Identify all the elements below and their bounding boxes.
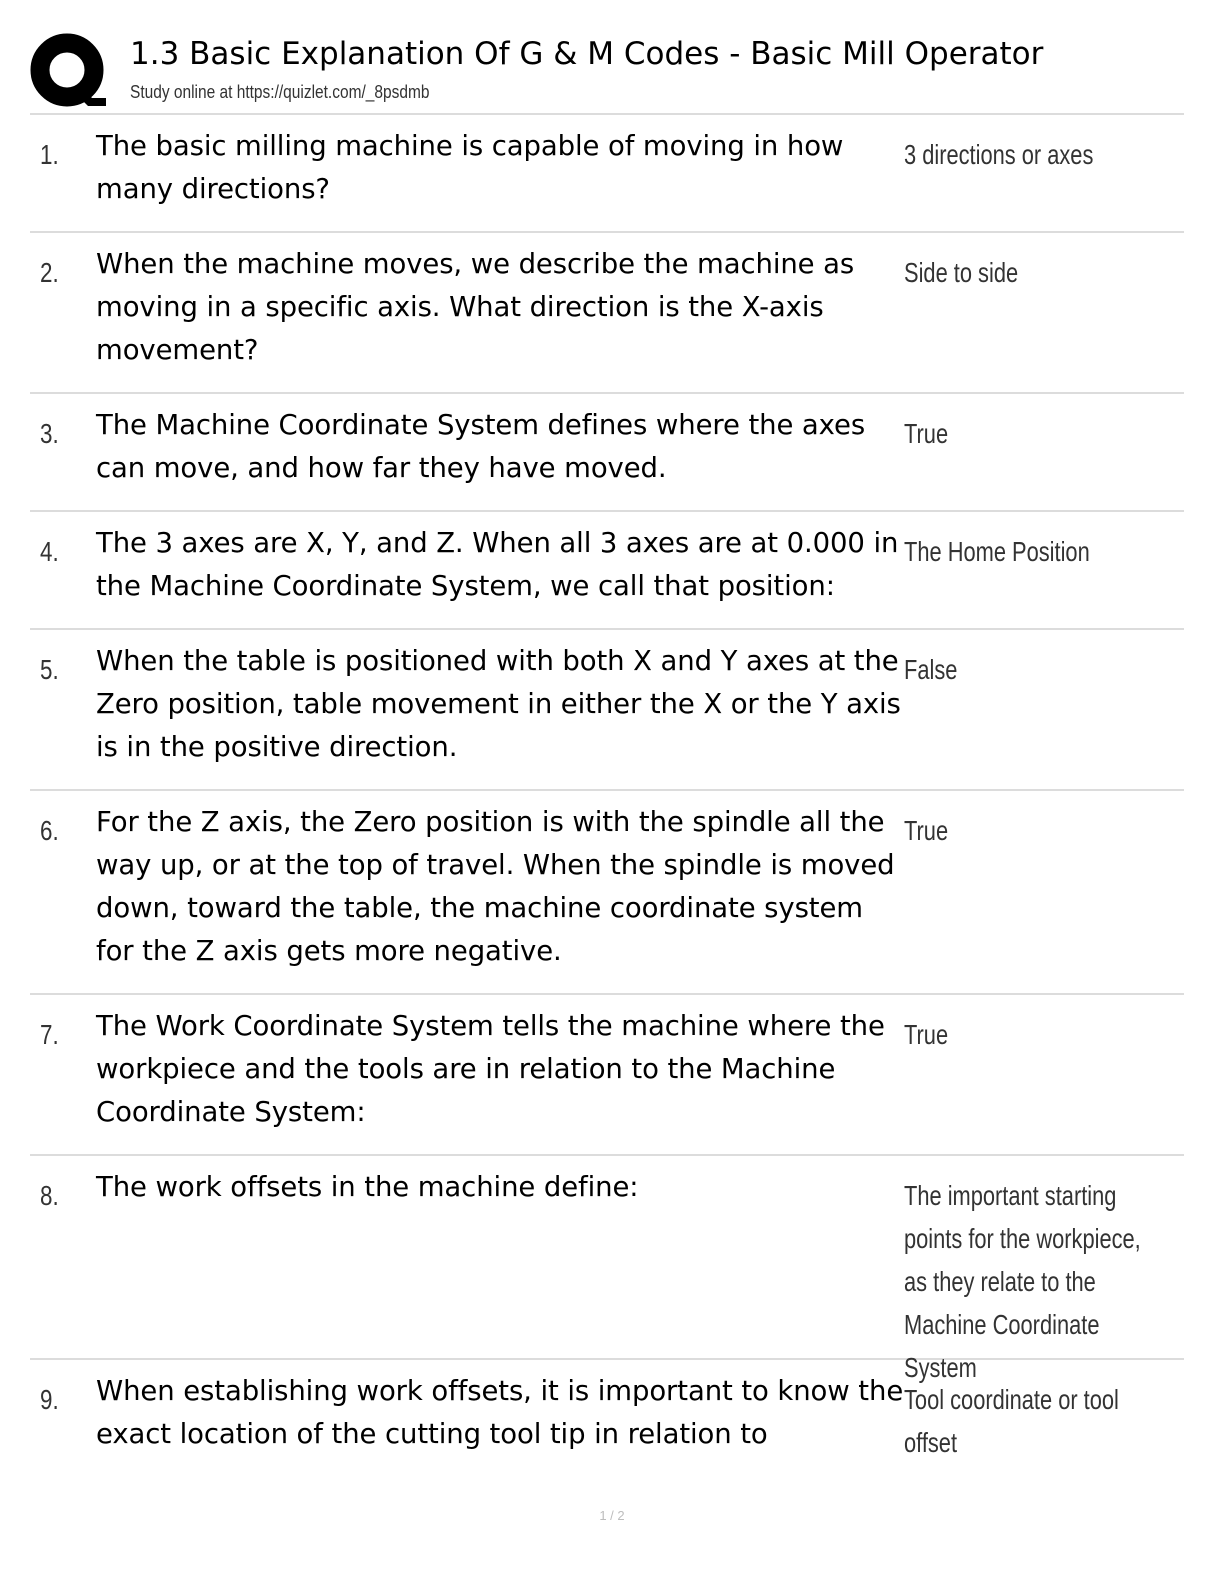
card-number: 7. — [40, 1019, 59, 1050]
card-definition: The important starting points for the workpiece, as they relate to the Machine Coordinate System — [904, 1180, 1141, 1383]
card-number: 8. — [40, 1180, 59, 1211]
flashcard-row — [30, 630, 1184, 791]
card-definition: 3 directions or axes — [904, 139, 1094, 170]
flashcard-row — [30, 1156, 1184, 1383]
card-definition: Side to side — [904, 257, 1019, 288]
card-definition: The Home Position — [904, 536, 1090, 567]
card-term: The basic milling machine is capable of moving in how many directions? — [96, 130, 844, 205]
flashcard-list — [30, 115, 1184, 1480]
study-online-link[interactable]: Study online at https://quizlet.com/_8psdmb — [130, 82, 430, 102]
flashcard-row — [30, 995, 1184, 1156]
card-number: 3. — [40, 418, 59, 449]
card-term: The Machine Coordinate System defines where the axes can move, and how far they have moved. — [96, 409, 866, 484]
document-title: 1.3 Basic Explanation Of G & M Codes - Basic Mill Operator — [130, 36, 1044, 72]
card-term: For the Z axis, the Zero position is with the spindle all the way up, or at the top of travel. When the spindle is moved down, toward the table, the machine coordinate system for the Z axis gets more negative. — [96, 806, 895, 967]
card-definition: Tool coordinate or tool offset — [904, 1384, 1119, 1458]
card-number: 1. — [40, 139, 59, 170]
card-definition: True — [904, 1019, 949, 1050]
page-number: 1 / 2 — [599, 1508, 625, 1523]
card-number: 4. — [40, 536, 59, 567]
document-header — [28, 30, 1188, 114]
card-number: 5. — [40, 654, 59, 685]
card-number: 9. — [40, 1384, 59, 1415]
flashcard-row — [30, 233, 1184, 394]
flashcard-row — [30, 791, 1184, 995]
card-term: When the machine moves, we describe the machine as moving in a specific axis. What direction is the X-axis movement? — [96, 248, 855, 366]
flashcard-row — [30, 512, 1184, 630]
card-term: The Work Coordinate System tells the machine where the workpiece and the tools are in relation to the Machine Coordinate System: — [96, 1010, 885, 1128]
card-definition: True — [904, 418, 949, 449]
card-number: 6. — [40, 815, 59, 846]
flashcard-row — [30, 115, 1184, 233]
flashcard-row — [30, 394, 1184, 512]
card-number: 2. — [40, 257, 59, 288]
quizlet-q-logo-icon — [30, 32, 136, 112]
card-term: When establishing work offsets, it is important to know the exact location of the cutting tool tip in relation to — [96, 1375, 904, 1450]
card-definition: True — [904, 815, 949, 846]
card-term: The work offsets in the machine define: — [96, 1171, 639, 1203]
card-term: When the table is positioned with both X and Y axes at the Zero position, table movement in either the X or the Y axis is in the positive direction. — [96, 645, 901, 763]
flashcard-row — [30, 1360, 1184, 1480]
card-definition: False — [904, 654, 958, 685]
card-term: The 3 axes are X, Y, and Z. When all 3 axes are at 0.000 in the Machine Coordinate System, we call that position: — [96, 527, 899, 602]
